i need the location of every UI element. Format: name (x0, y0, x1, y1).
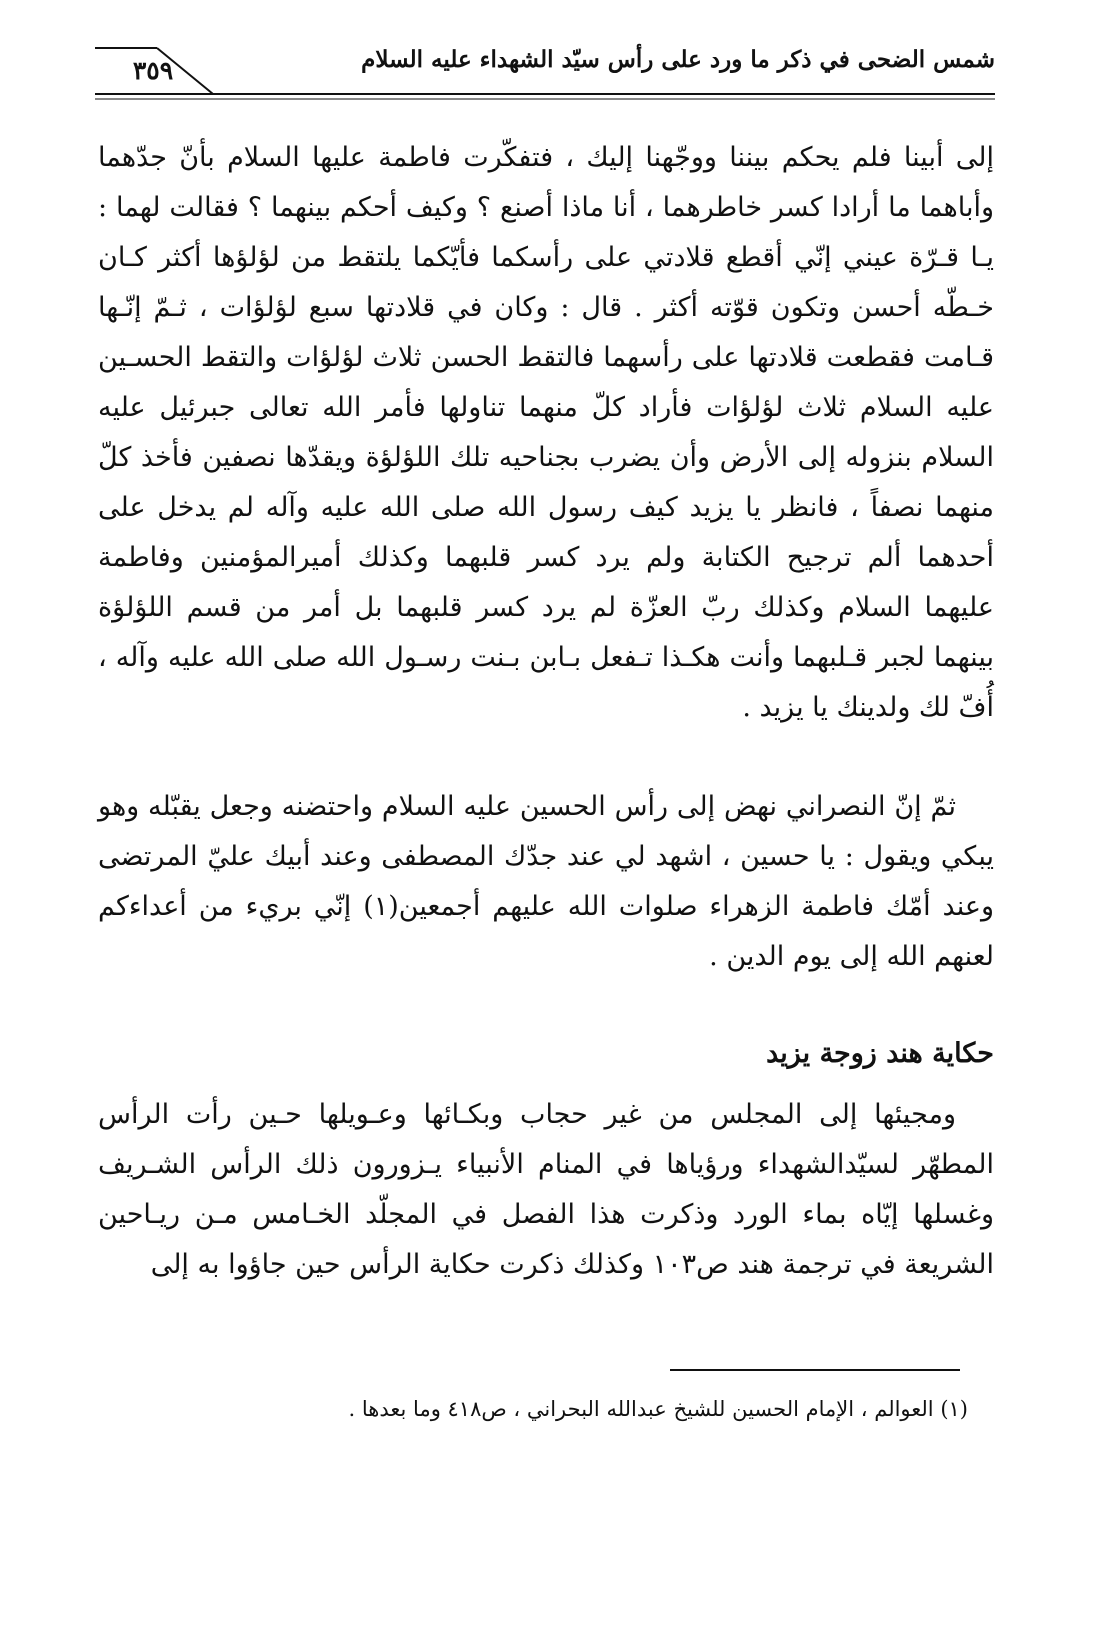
paragraph-2 (98, 782, 994, 982)
running-title: شمس الضحى في ذكر ما ورد على رأس سيّد الشهداء عليه السلام (361, 46, 995, 73)
paragraph-1-text: إلى أبينا فلم يحكم بيننا ووجّهنا إليك ، فتفكّرت فاطمة عليها السلام بأنّ جدّهما وأباهما ما أرادا كسر خاطرهما ، أنا ماذا أصنع ؟ وكيف أحكم بينهما ؟ فقالت لهما : يـا قـرّة عيني إنّي أقطع قلادتي على رأسكما فأيّكما يلتقط من لؤلؤها أكثر كـان خـطّه أحسن وتكون قوّته أكثر . قال : وكان في قلادتها سبع لؤلؤات ، ثـمّ إنّـها قـامت فقطعت قلادتها على رأسهما فالتقط الحسن ثلاث لؤلؤات والتقط الحسـين عليه السلام ثلاث لؤلؤات فأراد كلّ منهما تناولها فأمر الله تعالى جبرئيل عليه السلام بنزوله إلى الأرض وأن يضرب بجناحيه تلك اللؤلؤة ويقدّها نصفين فأخذ كلّ منهما نصفاً ، فانظر يا يزيد كيف رسول الله صلى الله عليه وآله لم يدخل على أحدهما ألم ترجيح الكتابة ولم يرد كسر قلبهما وكذلك أميرالمؤمنين وفاطمة عليهما السلام وكذلك ربّ العزّة لم يرد كسر قلبهما بل أمر من قسم اللؤلؤة بينهما لجبر قـلبهما وأنت هكـذا تـفعل بـابن بـنت رسـول الله صلى الله عليه وآله ، أُفّ لك ولدينك يا يزيد . (98, 142, 994, 723)
footnote-separator (670, 1369, 960, 1371)
paragraph-3-text: ومجيئها إلى المجلس من غير حجاب وبكـائها وعـويلها حـين رأت الرأس المطهّر لسيّدالشهداء ورؤياها في المنام الأنبياء يـزورون ذلك الرأس الشـريف وغسلها إيّاه بماء الورد وذكرت هذا الفصل في المجلّد الخـامس مـن ريـاحين الشريعة في ترجمة هند ص١٠٣ وكذلك ذكرت حكاية الرأس حين جاؤوا به إلى (98, 1099, 994, 1280)
page-number: ٣٥٩ (132, 56, 174, 85)
paragraph-3 (98, 1090, 994, 1290)
section-heading: حكاية هند زوجة يزيد (766, 1038, 994, 1069)
running-header (95, 40, 995, 110)
paragraph-1 (98, 133, 994, 733)
paragraph-2-text: ثمّ إنّ النصراني نهض إلى رأس الحسين عليه السلام واحتضنه وجعل يقبّله وهو يبكي ويقول : يا حسين ، اشهد لي عند جدّك المصطفى وعند أبيك عليّ المرتضى وعند أمّك فاطمة الزهراء صلوات الله عليهم أجمعين(١) إنّي بريء من أعداءكم لعنهم الله إلى يوم الدين . (98, 791, 995, 972)
footnote: (١) العوالم ، الإمام الحسين للشيخ عبدالله البحراني ، ص٤١٨ وما بعدها . (348, 1397, 968, 1421)
